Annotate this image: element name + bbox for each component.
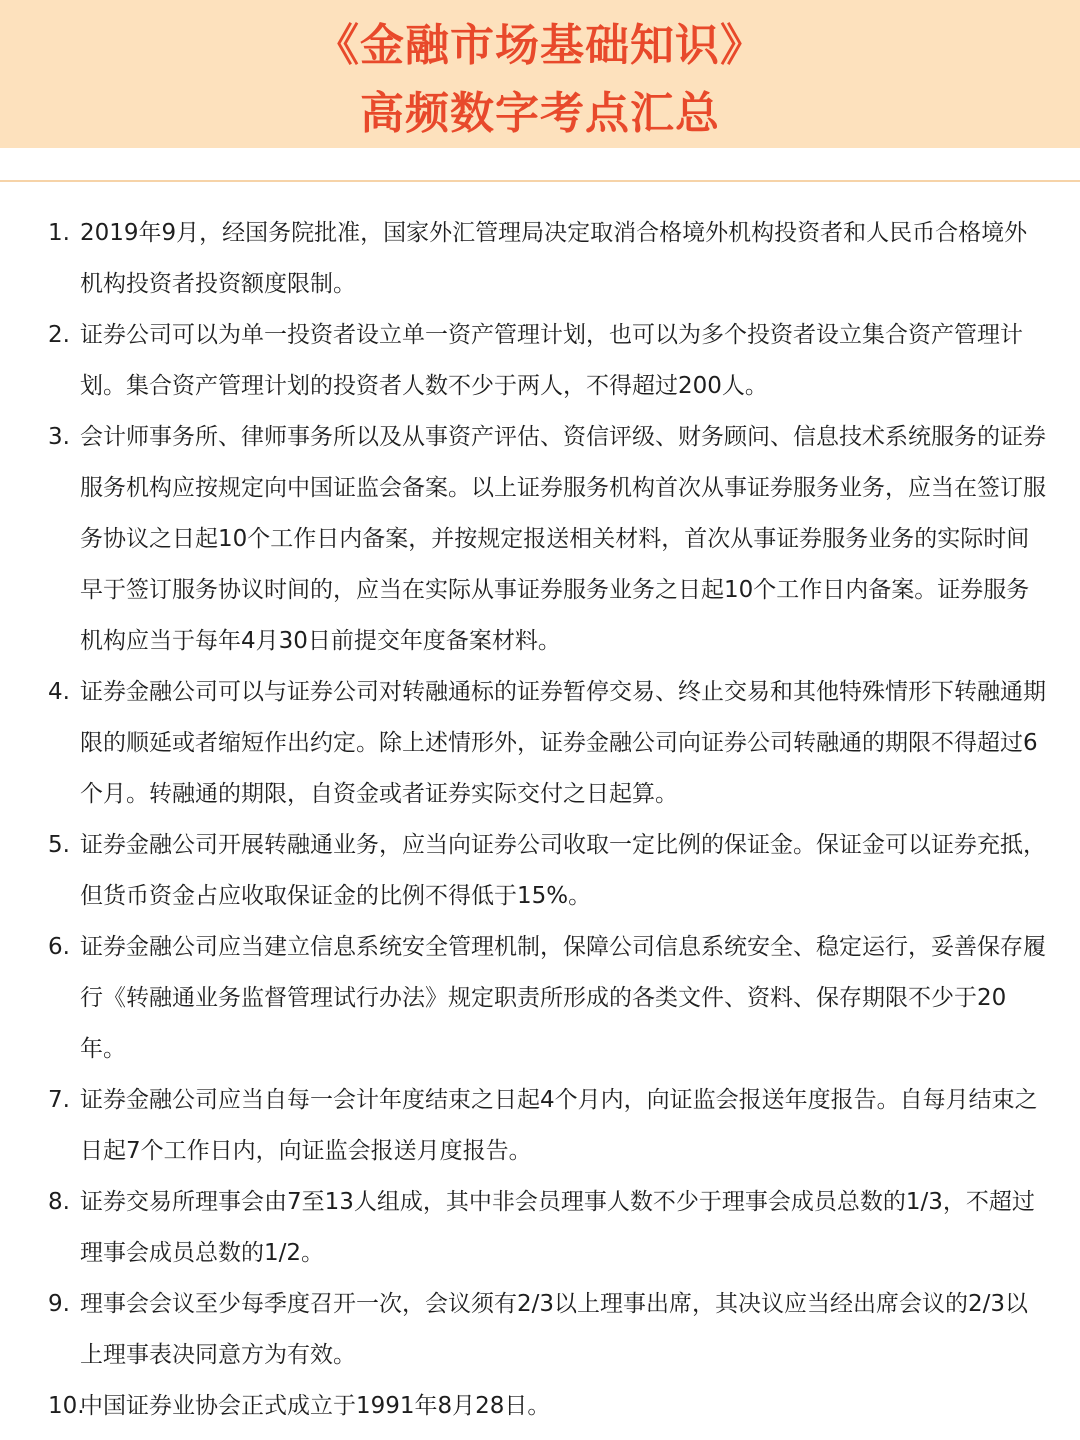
list-item [48, 310, 1048, 412]
item-number: 4. [48, 679, 70, 705]
knowledge-list [48, 208, 1048, 1432]
list-item [48, 1381, 1048, 1432]
item-number: 5. [48, 832, 70, 858]
list-item [48, 1177, 1048, 1279]
item-text: 2019年9月，经国务院批准，国家外汇管理局决定取消合格境外机构投资者和人民币合格境外机构投资者投资额度限制。 [80, 220, 1028, 297]
item-text: 证券交易所理事会由7至13人组成，其中非会员理事人数不少于理事会成员总数的1/3，不超过理事会成员总数的1/2。 [80, 1189, 1035, 1266]
item-text: 中国证券业协会正式成立于1991年8月28日。 [80, 1393, 551, 1419]
list-item [48, 412, 1048, 667]
header-banner [0, 0, 1080, 148]
item-text: 证券金融公司应当自每一会计年度结束之日起4个月内，向证监会报送年度报告。自每月结束之日起7个工作日内，向证监会报送月度报告。 [80, 1087, 1038, 1164]
list-item [48, 820, 1048, 922]
item-text: 证券金融公司应当建立信息系统安全管理机制，保障公司信息系统安全、稳定运行，妥善保存履行《转融通业务监督管理试行办法》规定职责所形成的各类文件、资料、保存期限不少于20年。 [80, 934, 1046, 1062]
page-title: 《金融市场基础知识》 [315, 20, 765, 71]
list-item [48, 922, 1048, 1075]
item-number: 10. [48, 1393, 85, 1419]
list-item [48, 208, 1048, 310]
item-text: 证券金融公司开展转融通业务，应当向证券公司收取一定比例的保证金。保证金可以证券充抵，但货币资金占应收取保证金的比例不得低于15%。 [80, 832, 1046, 909]
item-number: 9. [48, 1291, 70, 1317]
item-text: 证券金融公司可以与证券公司对转融通标的证券暂停交易、终止交易和其他特殊情形下转融通期限的顺延或者缩短作出约定。除上述情形外，证券金融公司向证券公司转融通的期限不得超过6个月。转融通的期限，自资金或者证券实际交付之日起算。 [80, 679, 1046, 807]
item-number: 2. [48, 322, 70, 348]
item-number: 1. [48, 220, 70, 246]
list-item [48, 1075, 1048, 1177]
page-subtitle: 高频数字考点汇总 [360, 88, 720, 139]
item-number: 6. [48, 934, 70, 960]
item-text: 证券公司可以为单一投资者设立单一资产管理计划，也可以为多个投资者设立集合资产管理计划。集合资产管理计划的投资者人数不少于两人，不得超过200人。 [80, 322, 1023, 399]
divider [0, 180, 1080, 182]
list-item [48, 667, 1048, 820]
item-text: 会计师事务所、律师事务所以及从事资产评估、资信评级、财务顾问、信息技术系统服务的证券服务机构应按规定向中国证监会备案。以上证券服务机构首次从事证券服务业务，应当在签订服务协议之日起10个工作日内备案，并按规定报送相关材料，首次从事证券服务业务的实际时间早于签订服务协议时间的，应当在实际从事证券服务业务之日起10个工作日内备案。证券服务机构应当于每年4月30日前提交年度备案材料。 [80, 424, 1046, 654]
list-item [48, 1279, 1048, 1381]
item-number: 7. [48, 1087, 70, 1113]
item-number: 3. [48, 424, 70, 450]
item-text: 理事会会议至少每季度召开一次，会议须有2/3以上理事出席，其决议应当经出席会议的2/3以上理事表决同意方为有效。 [80, 1291, 1029, 1368]
item-number: 8. [48, 1189, 70, 1215]
